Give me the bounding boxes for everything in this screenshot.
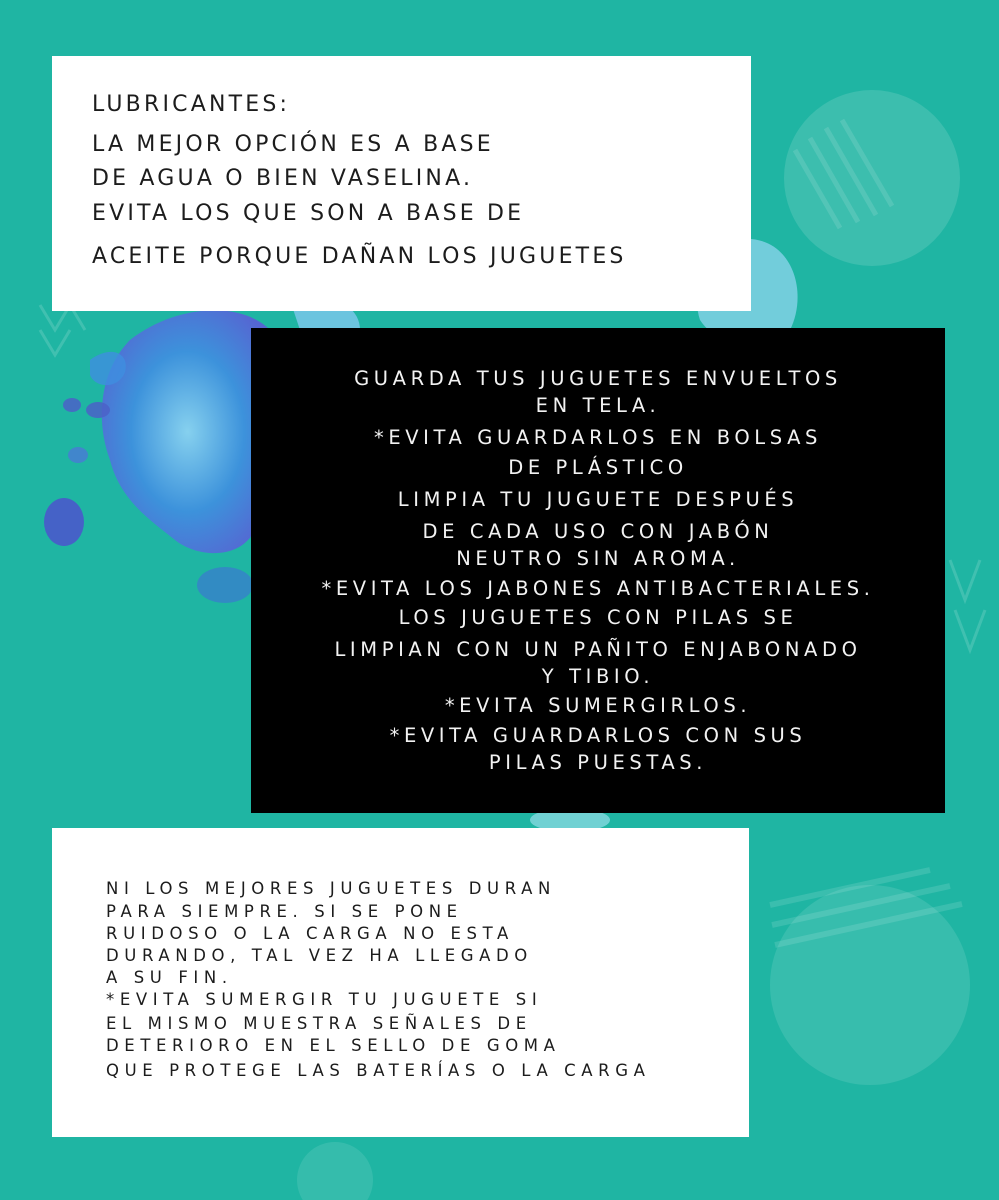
text-line: NEUTRO SIN AROMA. [456, 547, 740, 570]
text-line: *EVITA GUARDARLOS CON SUS [389, 724, 807, 747]
text-line: Y TIBIO. [541, 665, 655, 688]
text-line: *EVITA LOS JABONES ANTIBACTERIALES. [321, 577, 875, 600]
text-line: LOS JUGUETES CON PILAS SE [398, 606, 798, 629]
text-line: ACEITE PORQUE DAÑAN LOS JUGUETES [92, 244, 627, 269]
watercolor-splash [102, 310, 274, 553]
text-line: PILAS PUESTAS. [488, 751, 708, 774]
text-line: NI LOS MEJORES JUGUETES DURAN [106, 879, 556, 898]
text-line: *EVITA GUARDARLOS EN BOLSAS [373, 426, 823, 449]
text-line: DE CADA USO CON JABÓN [422, 520, 774, 543]
text-line: RUIDOSO O LA CARGA NO ESTA [106, 924, 514, 943]
text-line: EN TELA. [535, 394, 661, 417]
toy-lifespan-card [52, 828, 749, 1137]
text-line: EVITA LOS QUE SON A BASE DE [92, 201, 525, 226]
text-line: GUARDA TUS JUGUETES ENVUELTOS [354, 367, 842, 390]
decorative-circle-bottom [770, 885, 970, 1085]
toy-care-card [251, 328, 945, 813]
text-line: QUE PROTEGE LAS BATERÍAS O LA CARGA [106, 1061, 651, 1080]
text-line: A SU FIN. [106, 968, 233, 987]
text-line: DETERIORO EN EL SELLO DE GOMA [106, 1036, 561, 1055]
text-line: *EVITA SUMERGIRLOS. [444, 694, 752, 717]
text-line: DE PLÁSTICO [508, 456, 688, 479]
text-line: DURANDO, TAL VEZ HA LLEGADO [106, 946, 533, 965]
text-line: LA MEJOR OPCIÓN ES A BASE [92, 132, 494, 157]
text-line: LIMPIA TU JUGUETE DESPUÉS [397, 488, 799, 511]
decorative-circle-small [297, 1142, 373, 1200]
text-line: EL MISMO MUESTRA SEÑALES DE [106, 1014, 532, 1033]
text-line: PARA SIEMPRE. SI SE PONE [106, 902, 463, 921]
text-line: DE AGUA O BIEN VASELINA. [92, 166, 474, 191]
lubricants-heading: LUBRICANTES: [92, 92, 291, 117]
lubricants-card [52, 56, 751, 311]
text-line: LIMPIAN CON UN PAÑITO ENJABONADO [334, 638, 862, 661]
text-line: *EVITA SUMERGIR TU JUGUETE SI [106, 990, 543, 1009]
